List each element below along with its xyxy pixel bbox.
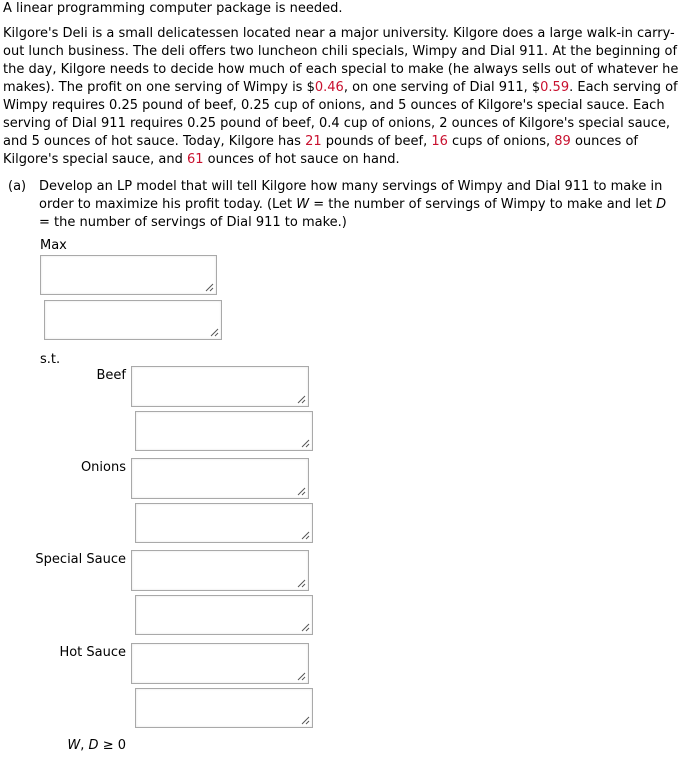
resize-grip-icon[interactable] <box>301 716 310 725</box>
hot-sauce-constraint-input-2[interactable] <box>135 688 313 728</box>
resize-grip-icon[interactable] <box>297 395 306 404</box>
beef-constraint-input-2[interactable] <box>135 411 313 451</box>
wimpy-profit: 0.46 <box>314 80 344 95</box>
resize-grip-icon[interactable] <box>301 439 310 448</box>
dial-profit: 0.59 <box>540 80 570 95</box>
problem-statement: Kilgore's Deli is a small delicatessen located near a major university. Kilgore does a large walk-in carry-out lunch business. The deli offers two luncheon chili specials, Wimpy and Dial 911. At the beginning of the day, Kilgore needs to decide how much of each special to make (he always sells out of whatever he makes). The profit on one serving of Wimpy is $0.46, on one serving of Dial 911, $0.59. Each serving of Wimpy requires 0.25 pound of beef, 0.25 cup of onions, and 5 ounces of Kilgore's special sauce. Each serving of Dial 911 requires 0.25 pound of beef, 0.4 cup of onions, 2 ounces of Kilgore's special sauce, and 5 ounces of hot sauce. Today, Kilgore has 21 pounds of beef, 16 cups of onions, 89 ounces of Kilgore's special sauce, and 61 ounces of hot sauce on hand. <box>3 26 679 167</box>
hot-sauce-available: 61 <box>186 152 204 167</box>
max-label: Max <box>40 238 67 253</box>
nonnegativity-constraint: W, D ≥ 0 <box>67 738 126 753</box>
resize-grip-icon[interactable] <box>301 623 310 632</box>
resize-grip-icon[interactable] <box>297 579 306 588</box>
special-sauce-available: 89 <box>554 134 571 149</box>
special-sauce-constraint-input-2[interactable] <box>135 595 313 635</box>
special-sauce-constraint-input-1[interactable] <box>131 550 309 591</box>
resize-grip-icon[interactable] <box>297 487 306 496</box>
hot-sauce-label: Hot Sauce <box>59 645 126 660</box>
objective-input-1[interactable] <box>40 255 217 295</box>
beef-available: 21 <box>305 134 322 149</box>
intro-text: A linear programming computer package is needed. <box>3 1 343 16</box>
objective-input-2[interactable] <box>44 300 222 340</box>
resize-grip-icon[interactable] <box>297 672 306 681</box>
onions-label: Onions <box>80 460 126 475</box>
onions-constraint-input-2[interactable] <box>135 503 313 543</box>
part-a-label: (a) <box>8 179 27 194</box>
beef-constraint-input-1[interactable] <box>131 366 309 407</box>
part-a-question: Develop an LP model that will tell Kilgore how many servings of Wimpy and Dial 911 to make in order to maximize his profit today. (Let W = the number of servings of Wimpy to make and let D = the number of servings of Dial 911 to make.) <box>39 179 667 230</box>
st-label: s.t. <box>40 352 61 367</box>
resize-grip-icon[interactable] <box>301 531 310 540</box>
beef-label: Beef <box>96 368 126 383</box>
special-sauce-label: Special Sauce <box>35 552 126 567</box>
resize-grip-icon[interactable] <box>210 328 219 337</box>
onions-constraint-input-1[interactable] <box>131 458 309 499</box>
resize-grip-icon[interactable] <box>205 283 214 292</box>
hot-sauce-constraint-input-1[interactable] <box>131 643 309 684</box>
onions-available: 16 <box>431 134 448 149</box>
